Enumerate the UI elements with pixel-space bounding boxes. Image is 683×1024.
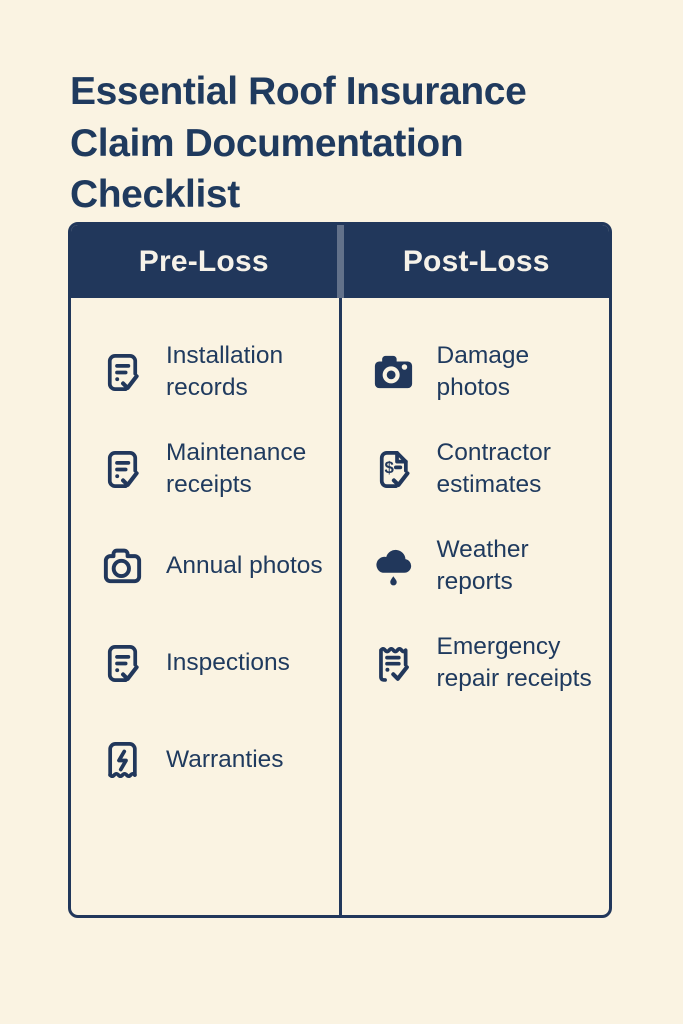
list-item bbox=[99, 728, 339, 792]
estimate-dollar-icon bbox=[370, 446, 417, 493]
clipboard-check-icon bbox=[99, 446, 146, 493]
item-label: Weather reports bbox=[436, 536, 529, 595]
column-header-post-loss: Post-Loss bbox=[344, 225, 610, 298]
cloud-rain-icon bbox=[370, 543, 417, 590]
table-header bbox=[71, 225, 609, 298]
item-label: Warranties bbox=[166, 746, 284, 774]
column-header-pre-loss: Pre-Loss bbox=[71, 225, 337, 298]
receipt-check-icon bbox=[370, 640, 417, 687]
page-title: Essential Roof Insurance Claim Documentation Checklist bbox=[70, 70, 527, 217]
list-item bbox=[370, 340, 610, 404]
checklist-table bbox=[68, 222, 612, 918]
list-item bbox=[99, 631, 339, 695]
item-label: Damage photos bbox=[436, 342, 530, 401]
list-item bbox=[99, 437, 339, 501]
warranty-bolt-icon bbox=[99, 737, 146, 784]
list-item bbox=[99, 340, 339, 404]
item-label: Maintenance receipts bbox=[166, 439, 307, 498]
item-label: Emergency repair receipts bbox=[436, 633, 592, 692]
list-item bbox=[370, 631, 610, 695]
pre-loss-column bbox=[71, 298, 339, 915]
clipboard-check-icon bbox=[99, 349, 146, 396]
table-body bbox=[71, 298, 609, 915]
list-item bbox=[370, 534, 610, 598]
list-item bbox=[99, 534, 339, 598]
item-label: Inspections bbox=[166, 649, 290, 677]
post-loss-column bbox=[342, 298, 610, 915]
item-label: Contractor estimates bbox=[436, 439, 551, 498]
item-label: Annual photos bbox=[166, 552, 323, 580]
item-label: Installation records bbox=[166, 342, 284, 401]
clipboard-check-icon bbox=[99, 640, 146, 687]
camera-outline-icon bbox=[99, 543, 146, 590]
camera-filled-icon bbox=[370, 349, 417, 396]
header-divider bbox=[337, 225, 344, 298]
list-item bbox=[370, 437, 610, 501]
